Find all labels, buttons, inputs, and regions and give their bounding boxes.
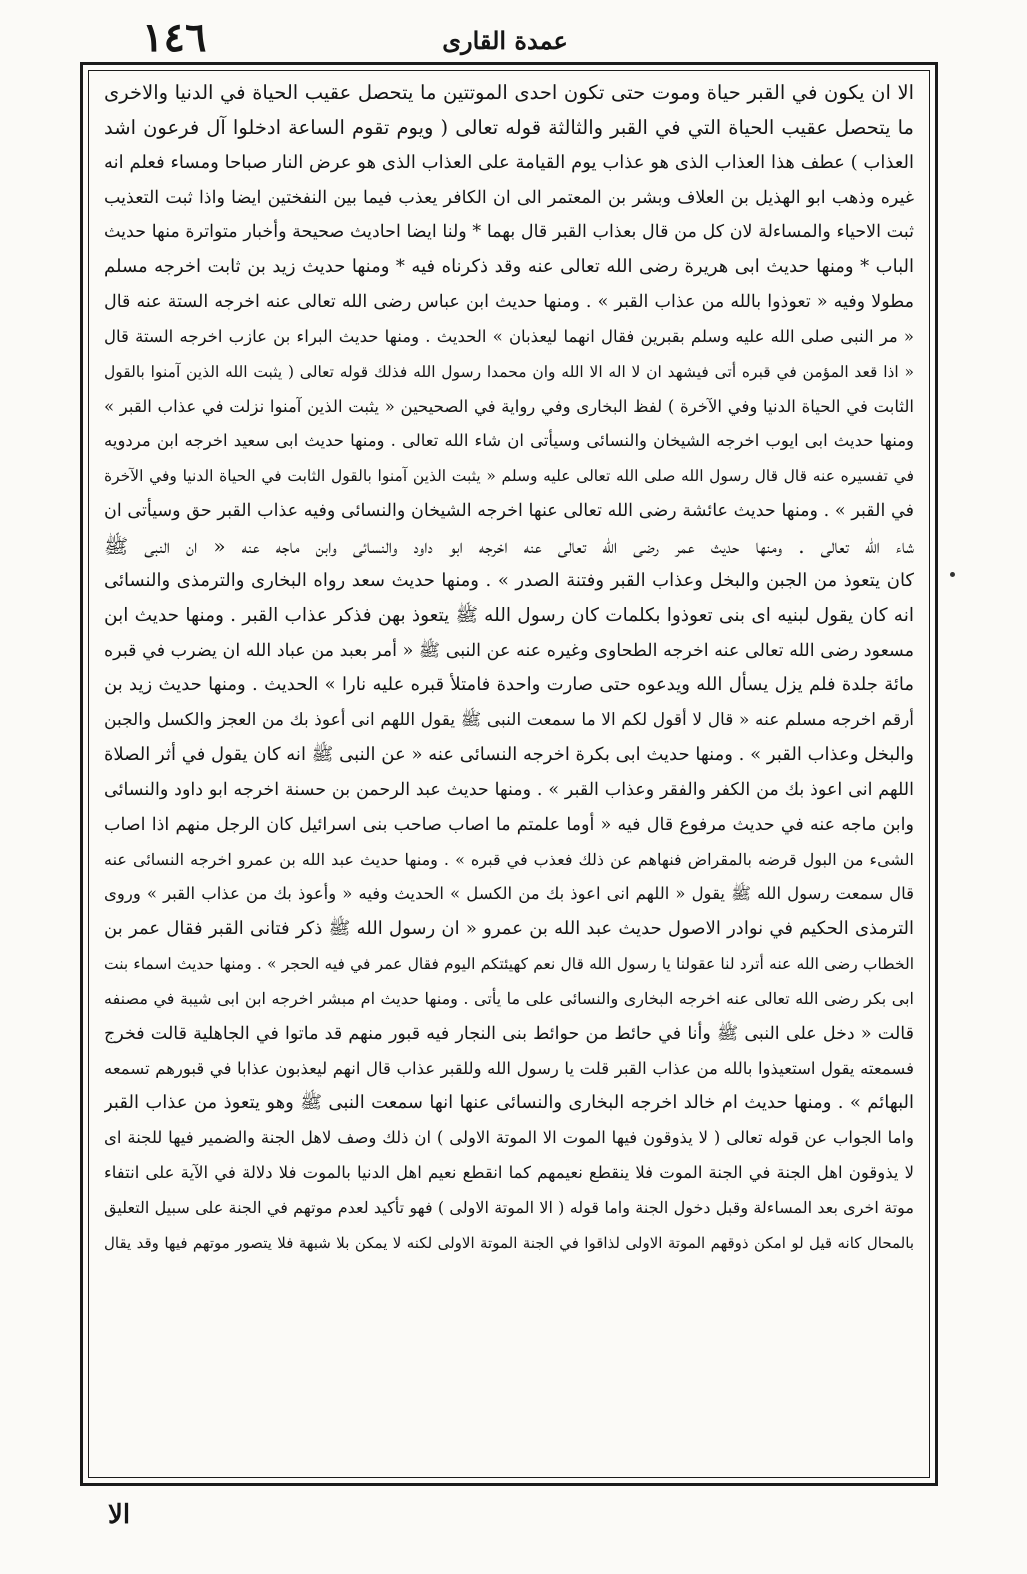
running-title: عمدة القارى bbox=[442, 26, 568, 55]
text-line: قالت « دخل على النبى ﷺ وأنا في حائط من حوائط بنى النجار فيه قبور منهم قد ماتوا في الجاهلية قالت فخرج bbox=[104, 1023, 914, 1044]
text-line: الترمذى الحكيم في نوادر الاصول حديث عبد الله بن عمرو « ان رسول الله ﷺ ذكر فتانى القبر فقال عمر بن bbox=[104, 918, 914, 940]
text-line: الا ان يكون في القبر حياة وموت حتى تكون احدى الموتتين ما يتحصل عقيب الحياة في الدنيا والاخرى bbox=[104, 81, 914, 104]
text-line: فسمعته يقول استعيذوا بالله من عذاب القبر قلت يا رسول الله وللقبر عذاب قال انهم ليعذبون عذابا في قبورهم تسمعه bbox=[104, 1058, 914, 1078]
text-line: العذاب ) عطف هذا العذاب الذى هو عذاب يوم القيامة على العذاب الذى هو عرض النار صباحا ومساء فعلم انه bbox=[104, 151, 914, 173]
text-line: الباب * ومنها حديث ابى هريرة رضى الله تعالى عنه وقد ذكرناه فيه * ومنها حديث زيد بن ثابت اخرجه مسلم bbox=[104, 256, 914, 278]
text-line: اللهم انى اعوذ بك من الكفر والفقر وعذاب القبر » . ومنها حديث عبد الرحمن بن حسنة اخرجه ابو داود والنسائى bbox=[104, 779, 914, 800]
margin-dot bbox=[950, 572, 955, 577]
text-line: بالمحال كانه قيل لو امكن ذوقهم الموتة الاولى لذاقوا في الجنة الموتة الاولى لكنه لا يمكن بلا شبهة فلا يتصور موتهم فيها وقد يقال bbox=[104, 1233, 914, 1252]
text-line: غيره وذهب ابو الهذيل بن العلاف وبشر بن المعتمر الى ان الكافر يعذب فيما بين النفختين ايضا واذا ثبت التعذيب bbox=[104, 187, 914, 208]
text-line: « مر النبى صلى الله عليه وسلم بقبرين فقال انهما ليعذبان » الحديث . ومنها حديث البراء بن عازب اخرجه الستة قال bbox=[104, 326, 914, 346]
page-header bbox=[0, 0, 1027, 68]
text-line: مائة جلدة فلم يزل يسأل الله ويدعوه حتى صارت واحدة فامتلأ قبره عليه نارا » الحديث . ومنها حديث زيد بن bbox=[104, 674, 914, 696]
text-line: أرقم اخرجه مسلم عنه « قال لا أقول لكم الا ما سمعت النبى ﷺ يقول اللهم انى أعوذ بك من العجز والكسل والجبن bbox=[104, 710, 914, 731]
text-line: الثابت في الحياة الدنيا وفي الآخرة ) لفظ البخارى وفي رواية في الصحيحين « يثبت الذين آمنوا نزلت في عذاب القبر » bbox=[104, 396, 914, 416]
text-line: كان يتعوذ من الجبن والبخل وعذاب القبر وفتنة الصدر » . ومنها حديث سعد رواه البخارى والترمذى والنسائى bbox=[104, 569, 914, 591]
text-line: قال سمعت رسول الله ﷺ يقول « اللهم انى اعوذ بك من الكسل » الحديث وفيه « وأعوذ بك من عذاب القبر » وروى bbox=[104, 884, 914, 904]
text-line: موتة اخرى بعد المساءلة وقبل دخول الجنة واما قوله ( الا الموتة الاولى ) فهو تأكيد لعدم موتهم في الجنة على سبيل التعليق bbox=[104, 1198, 914, 1217]
main-text-body bbox=[104, 76, 914, 1472]
text-line: انه كان يقول لبنيه اى بنى تعوذوا بكلمات كان رسول الله ﷺ يتعوذ بهن فذكر عذاب القبر . ومنها حديث ابن bbox=[104, 604, 914, 626]
text-line: البهائم » . ومنها حديث ام خالد اخرجه البخارى والنسائى عنها انها سمعت النبى ﷺ وهو يتعوذ من عذاب القبر bbox=[104, 1092, 914, 1114]
text-line: في القبر » . ومنها حديث عائشة رضى الله تعالى عنها اخرجه الشيخان والنسائى وفيه عذاب القبر حق وسيأتى ان bbox=[104, 501, 914, 522]
catchword: الا bbox=[108, 1500, 131, 1530]
text-line: مطولا وفيه « تعوذوا بالله من عذاب القبر » . ومنها حديث ابن عباس رضى الله تعالى عنه اخرجه الستة عنه قال bbox=[104, 292, 914, 313]
page-number: ١٤٦ bbox=[142, 14, 207, 61]
text-line: « اذا قعد المؤمن في قبره أتى فيشهد ان لا اله الا الله وان محمدا رسول الله فذلك قوله تعالى ( يثبت الله الذين آمنوا بالقول bbox=[104, 362, 914, 381]
text-line: والبخل وعذاب القبر » . ومنها حديث ابى بكرة اخرجه النسائى عنه « عن النبى ﷺ انه كان يقول في أثر الصلاة bbox=[104, 744, 914, 766]
text-line: ومنها حديث ابى ايوب اخرجه الشيخان والنسائى وسيأتى ان شاء الله تعالى . ومنها حديث ابى سعيد اخرجه ابن مردويه bbox=[104, 431, 914, 451]
text-line: مسعود رضى الله تعالى عنه اخرجه الطحاوى وغيره عنه عن النبى ﷺ « أمر بعبد من عباد الله ان يضرب في قبره bbox=[104, 640, 914, 661]
text-line: ثبت الاحياء والمساءلة لان كل من قال بعذاب القبر قال بهما * ولنا ايضا احاديث صحيحة وأخبار متواترة منها حديث bbox=[104, 222, 914, 243]
text-line: في تفسيره عنه قال قال رسول الله صلى الله تعالى عليه وسلم « يثبت الذين آمنوا بالقول الثابت في الحياة الدنيا وفي الآخرة bbox=[104, 467, 914, 486]
text-line: ابى بكر رضى الله تعالى عنه اخرجه البخارى والنسائى على ما يأتى . ومنها حديث ام مبشر اخرجه ابن ابى شيبة في مصنفه bbox=[104, 988, 914, 1008]
text-line: وابن ماجه عنه في حديث مرفوع قال فيه « أوما علمتم ما اصاب صاحب بنى اسرائيل كان الرجل منهم اذا اصاب bbox=[104, 814, 914, 835]
text-line: الخطاب رضى الله عنه أترد لنا عقولنا يا رسول الله قال نعم كهيئتكم اليوم فقال عمر في فيه الحجر » . ومنها حديث اسماء بنت bbox=[104, 955, 914, 974]
text-line: ما يتحصل عقيب الحياة التي في القبر والثالثة قوله تعالى ( ويوم تقوم الساعة ادخلوا آل فرعون اشد bbox=[104, 115, 914, 139]
text-line: شاء الله تعالى . ومنها حديث عمر رضى الله تعالى عنه اخرجه ابو داود والنسائى وابن ماجه عنه « ان النبى ﷺ bbox=[104, 533, 914, 558]
text-line: لا يذوقون اهل الجنة في الجنة الموت فلا ينقطع نعيمهم كما انقطع نعيم اهل الدنيا بالموت فلا دلالة في الآية على انتفاء bbox=[104, 1163, 914, 1183]
text-line: واما الجواب عن قوله تعالى ( لا يذوقون فيها الموت الا الموتة الاولى ) ان ذلك وصف لاهل الجنة والضمير فيها للجنة اى bbox=[104, 1128, 914, 1148]
text-line: الشىء من البول قرضه بالمقراض فنهاهم عن ذلك فعذب في قبره » . ومنها حديث عبد الله بن عمرو اخرجه النسائى عنه bbox=[104, 849, 914, 869]
